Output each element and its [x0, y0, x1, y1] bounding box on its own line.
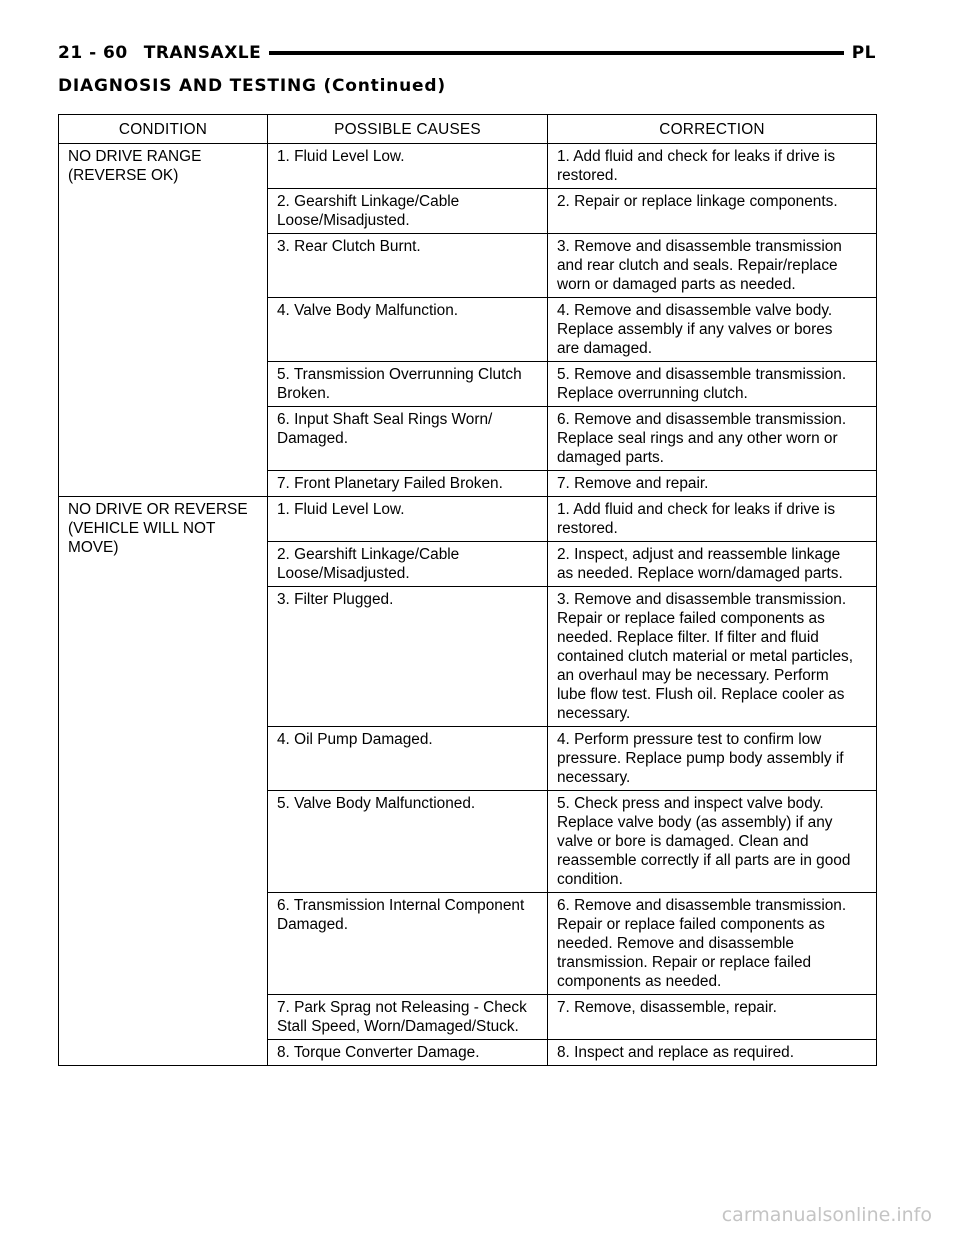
cause-cell: 7. Park Sprag not Releasing - Check Stall Speed, Worn/Damaged/Stuck.: [268, 995, 548, 1040]
section-title: TRANSAXLE: [143, 43, 262, 63]
correction-cell: 1. Add fluid and check for leaks if drive is restored.: [548, 497, 877, 542]
correction-cell: 6. Remove and disassemble transmission. Repair or replace failed components as needed. Remove and disassemble transmission. Repair or replace failed components as needed.: [548, 893, 877, 995]
cause-cell: 2. Gearshift Linkage/Cable Loose/Misadjusted.: [268, 189, 548, 234]
cause-cell: 1. Fluid Level Low.: [268, 144, 548, 189]
page-header: [58, 40, 876, 66]
condition-cell: NO DRIVE OR REVERSE (VEHICLE WILL NOT MOVE): [59, 497, 268, 1066]
cause-cell: 6. Transmission Internal Component Damaged.: [268, 893, 548, 995]
cause-cell: 3. Rear Clutch Burnt.: [268, 234, 548, 298]
page-subtitle: DIAGNOSIS AND TESTING (Continued): [58, 76, 446, 96]
column-header-correction: CORRECTION: [548, 115, 877, 144]
cause-cell: 1. Fluid Level Low.: [268, 497, 548, 542]
table-body: [59, 144, 877, 1066]
watermark: carmanualsonline.info: [721, 1204, 932, 1226]
diagnosis-table: [58, 114, 877, 1066]
cause-cell: 6. Input Shaft Seal Rings Worn/ Damaged.: [268, 407, 548, 471]
correction-cell: 4. Perform pressure test to confirm low pressure. Replace pump body assembly if necessary.: [548, 727, 877, 791]
column-header-possible-causes: POSSIBLE CAUSES: [268, 115, 548, 144]
page-number: 21 - 60: [58, 43, 128, 63]
correction-cell: 5. Check press and inspect valve body. Replace valve body (as assembly) if any valve or bore is damaged. Clean and reassemble correctly if all parts are in good condition.: [548, 791, 877, 893]
table-row: [59, 144, 877, 189]
correction-cell: 2. Repair or replace linkage components.: [548, 189, 877, 234]
cause-cell: 2. Gearshift Linkage/Cable Loose/Misadjusted.: [268, 542, 548, 587]
correction-cell: 7. Remove and repair.: [548, 471, 877, 497]
model-code: PL: [851, 43, 876, 63]
cause-cell: 8. Torque Converter Damage.: [268, 1040, 548, 1066]
cause-cell: 7. Front Planetary Failed Broken.: [268, 471, 548, 497]
cause-cell: 5. Valve Body Malfunctioned.: [268, 791, 548, 893]
correction-cell: 8. Inspect and replace as required.: [548, 1040, 877, 1066]
correction-cell: 7. Remove, disassemble, repair.: [548, 995, 877, 1040]
cause-cell: 4. Valve Body Malfunction.: [268, 298, 548, 362]
correction-cell: 5. Remove and disassemble transmission. Replace overrunning clutch.: [548, 362, 877, 407]
cause-cell: 5. Transmission Overrunning Clutch Broken.: [268, 362, 548, 407]
header-rule: [269, 51, 843, 55]
table-row: [59, 497, 877, 542]
table-header-row: [59, 115, 877, 144]
correction-cell: 2. Inspect, adjust and reassemble linkage as needed. Replace worn/damaged parts.: [548, 542, 877, 587]
column-header-condition: CONDITION: [59, 115, 268, 144]
correction-cell: 1. Add fluid and check for leaks if drive is restored.: [548, 144, 877, 189]
correction-cell: 6. Remove and disassemble transmission. Replace seal rings and any other worn or damaged parts.: [548, 407, 877, 471]
correction-cell: 3. Remove and disassemble transmission and rear clutch and seals. Repair/replace worn or damaged parts as needed.: [548, 234, 877, 298]
correction-cell: 3. Remove and disassemble transmission. Repair or replace failed components as needed. Replace filter. If filter and fluid contained clutch material or metal particles, an overhaul may be necessary. Perform lube flow test. Flush oil. Replace cooler as necessary.: [548, 587, 877, 727]
condition-cell: NO DRIVE RANGE (REVERSE OK): [59, 144, 268, 497]
cause-cell: 3. Filter Plugged.: [268, 587, 548, 727]
correction-cell: 4. Remove and disassemble valve body. Replace assembly if any valves or bores are damaged.: [548, 298, 877, 362]
cause-cell: 4. Oil Pump Damaged.: [268, 727, 548, 791]
